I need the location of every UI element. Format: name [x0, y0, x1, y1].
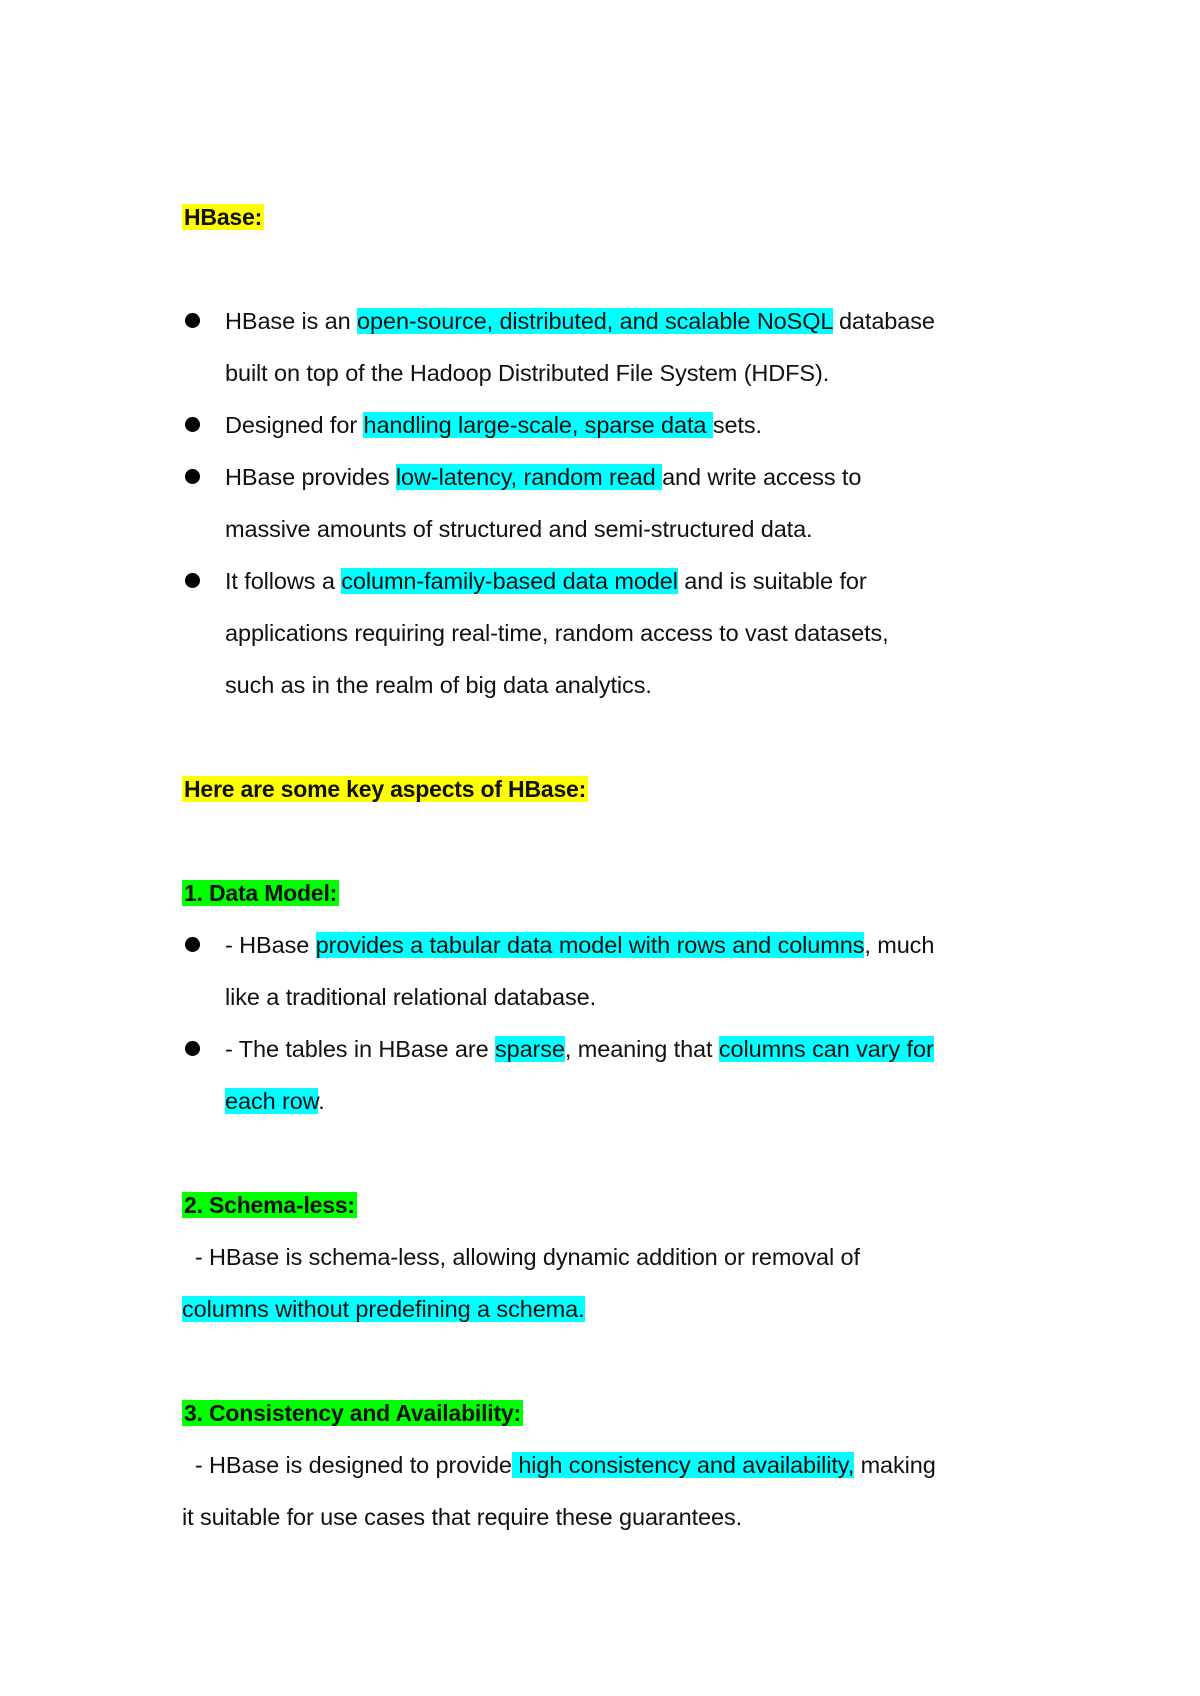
section-1-bullet-2-line-1: - The tables in HBase are sparse, meaning that columns can vary for — [225, 1036, 934, 1062]
section-1-title: 1. Data Model: — [184, 880, 338, 906]
section-2-line-1: - HBase is schema-less, allowing dynamic addition or removal of — [182, 1244, 860, 1270]
bullet-icon — [185, 1041, 200, 1056]
intro-bullet-4-line-3: such as in the realm of big data analytics. — [225, 672, 652, 698]
bullet-icon — [185, 937, 200, 952]
section-3-line-1: - HBase is designed to provide high consistency and availability, making — [182, 1452, 936, 1478]
intro-bullet-2-line-1: Designed for handling large-scale, sparse data sets. — [225, 412, 762, 438]
section-1-bullet-1-line-1: - HBase provides a tabular data model with rows and columns, much — [225, 932, 935, 958]
bullet-icon — [185, 313, 200, 328]
intro-bullet-3-line-1: HBase provides low-latency, random read and write access to — [225, 464, 862, 490]
heading-hbase: HBase: — [184, 204, 263, 230]
section-2-line-2: columns without predefining a schema. — [182, 1296, 585, 1322]
intro-bullet-3-line-2: massive amounts of structured and semi-structured data. — [225, 516, 813, 542]
heading-key-aspects: Here are some key aspects of HBase: — [184, 776, 587, 802]
section-1-bullet-2-line-2: each row. — [225, 1088, 325, 1114]
bullet-icon — [185, 573, 200, 588]
section-3-title: 3. Consistency and Availability: — [184, 1400, 521, 1426]
section-1-bullet-1-line-2: like a traditional relational database. — [225, 984, 597, 1010]
section-2-title: 2. Schema-less: — [184, 1192, 355, 1218]
bullet-icon — [185, 417, 200, 432]
intro-bullet-4-line-2: applications requiring real-time, random access to vast datasets, — [225, 620, 889, 646]
intro-bullet-1-line-2: built on top of the Hadoop Distributed File System (HDFS). — [225, 360, 830, 386]
section-3-line-2: it suitable for use cases that require these guarantees. — [182, 1504, 743, 1530]
bullet-icon — [185, 469, 200, 484]
intro-bullet-4-line-1: It follows a column-family-based data model and is suitable for — [225, 568, 867, 594]
intro-bullet-1-line-1: HBase is an open-source, distributed, and scalable NoSQL database — [225, 308, 935, 334]
